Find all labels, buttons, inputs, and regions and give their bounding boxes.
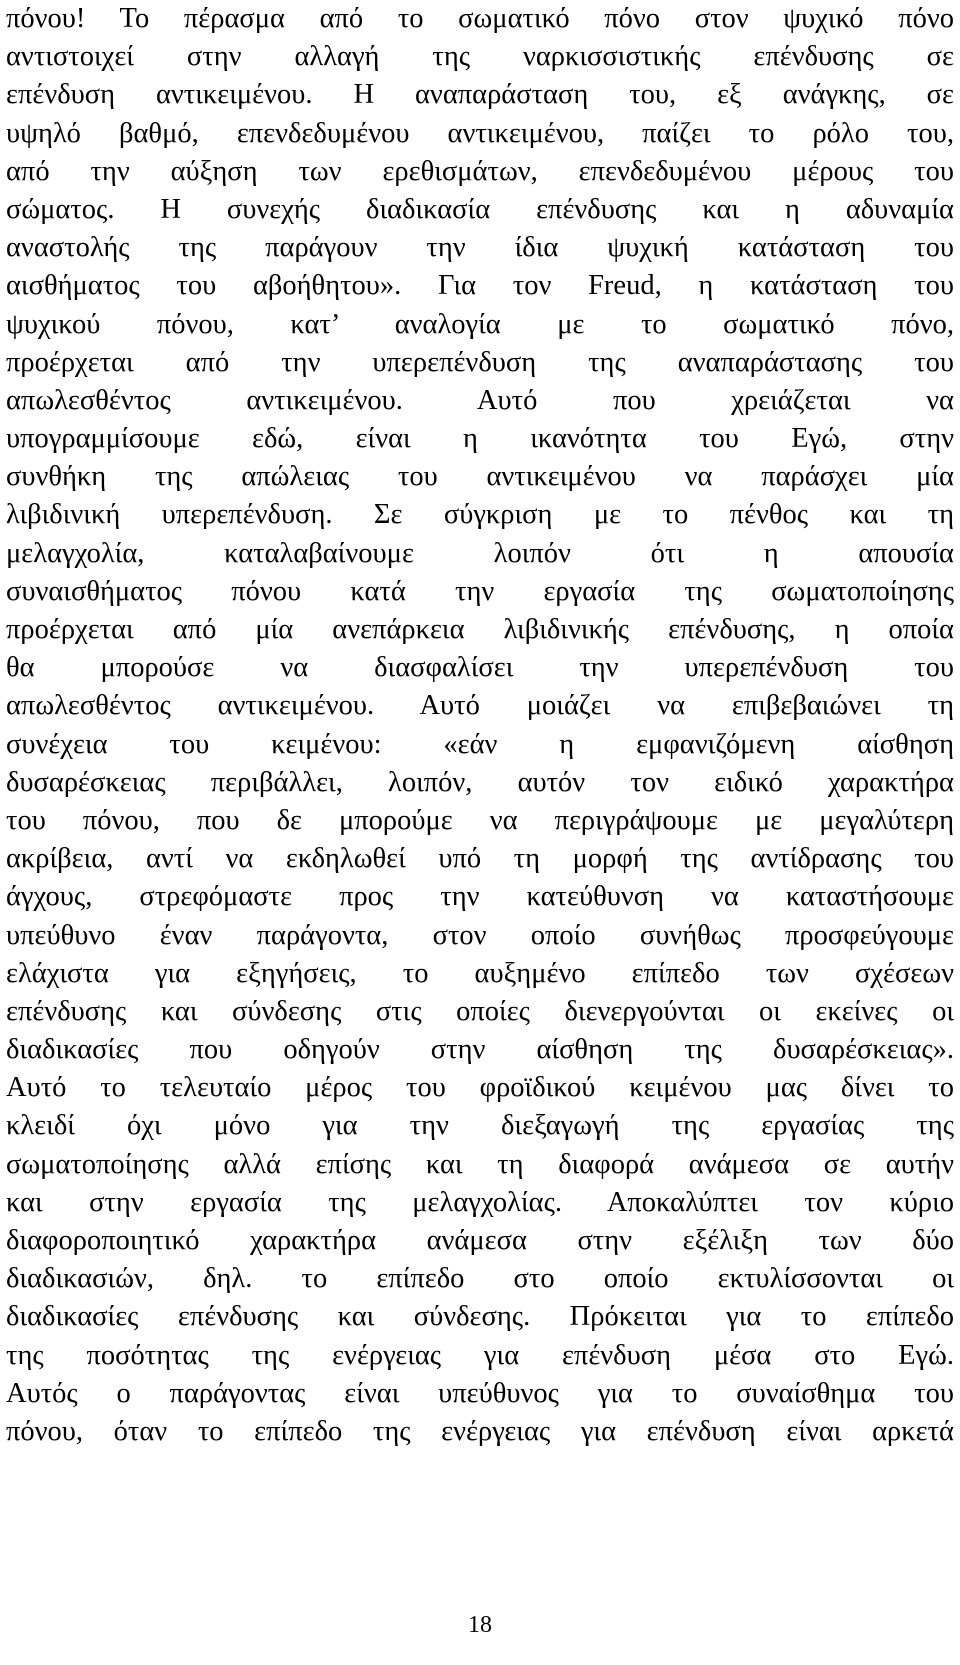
- text-line-9: ψυχικού πόνου, κατ’ αναλογία με το σωματικό πόνο,: [6, 308, 954, 340]
- page-number: 18: [468, 1612, 492, 1638]
- text-line-34: διαδικασιών, δηλ. το επίπεδο στο οποίο εκτυλίσσονται οι: [6, 1263, 954, 1295]
- text-line-11: απωλεσθέντος αντικειμένου. Αυτό που χρειάζεται να: [6, 384, 954, 416]
- text-line-14: λιβιδινική υπερεπένδυση. Σε σύγκριση με το πένθος και τη: [6, 499, 954, 531]
- text-line-6: σώματος. Η συνεχής διαδικασία επένδυσης και η αδυναμία: [6, 193, 954, 225]
- text-line-7: αναστολής της παράγουν την ίδια ψυχική κατάσταση του: [6, 232, 954, 264]
- text-line-15: μελαγχολία, καταλαβαίνουμε λοιπόν ότι η απουσία: [6, 537, 954, 569]
- text-line-33: διαφοροποιητικό χαρακτήρα ανάμεσα στην εξέλιξη των δύο: [6, 1225, 954, 1256]
- text-line-27: επένδυσης και σύνδεσης στις οποίες διενεργούνται οι εκείνες οι: [6, 995, 954, 1027]
- text-line-5: από την αύξηση των ερεθισμάτων, επενδεδυμένου μέρους του: [6, 155, 954, 187]
- text-line-30: κλειδί όχι μόνο για την διεξαγωγή της εργασίας της: [6, 1110, 954, 1142]
- text-line-26: ελάχιστα για εξηγήσεις, το αυξημένο επίπεδο των σχέσεων: [6, 957, 954, 989]
- text-line-38: πόνου, όταν το επίπεδο της ενέργειας για επένδυση είναι αρκετά: [6, 1415, 954, 1447]
- text-line-35: διαδικασίες επένδυσης και σύνδεσης. Πρόκειται για το επίπεδο: [6, 1301, 954, 1333]
- text-line-1: πόνου! Το πέρασμα από το σωματικό πόνο στον ψυχικό πόνο: [6, 3, 954, 34]
- text-line-37: Αυτός ο παράγοντας είναι υπεύθυνος για το συναίσθημα του: [6, 1377, 954, 1409]
- text-line-8: αισθήματος του αβοήθητου». Για τον Freud, η κατάσταση του: [6, 270, 954, 302]
- body-text: [6, 0, 954, 1451]
- text-line-23: ακρίβεια, αντί να εκδηλωθεί υπό τη μορφή της αντίδρασης του: [6, 843, 954, 875]
- text-line-16: συναισθήματος πόνου κατά την εργασία της σωματοποίησης: [6, 575, 954, 607]
- text-line-36: της ποσότητας της ενέργειας για επένδυση μέσα στο Εγώ.: [6, 1339, 954, 1371]
- text-line-2: αντιστοιχεί στην αλλαγή της ναρκισσιστικής επένδυσης σε: [6, 41, 954, 73]
- text-line-20: συνέχεια του κειμένου: «εάν η εμφανιζόμενη αίσθηση: [6, 728, 954, 760]
- text-line-21: δυσαρέσκειας περιβάλλει, λοιπόν, αυτόν τον ειδικό χαρακτήρα: [6, 766, 954, 798]
- text-line-17: προέρχεται από μία ανεπάρκεια λιβιδινικής επένδυσης, η οποία: [6, 614, 954, 645]
- text-line-29: Αυτό το τελευταίο μέρος του φροϊδικού κειμένου μας δίνει το: [6, 1072, 954, 1104]
- text-line-4: υψηλό βαθμό, επενδεδυμένου αντικειμένου, παίζει το ρόλο του,: [6, 117, 954, 149]
- text-line-13: συνθήκη της απώλειας του αντικειμένου να παράσχει μία: [6, 461, 954, 493]
- text-line-32: και στην εργασία της μελαγχολίας. Αποκαλύπτει τον κύριο: [6, 1186, 954, 1218]
- text-line-18: θα μπορούσε να διασφαλίσει την υπερεπένδυση του: [6, 652, 954, 684]
- text-line-22: του πόνου, που δε μπορούμε να περιγράψουμε με μεγαλύτερη: [6, 804, 954, 836]
- text-line-31: σωματοποίησης αλλά επίσης και τη διαφορά ανάμεσα σε αυτήν: [6, 1148, 954, 1180]
- text-line-28: διαδικασίες που οδηγούν στην αίσθηση της δυσαρέσκειας».: [6, 1034, 954, 1066]
- text-line-19: απωλεσθέντος αντικειμένου. Αυτό μοιάζει να επιβεβαιώνει τη: [6, 690, 954, 722]
- text-line-3: επένδυση αντικειμένου. Η αναπαράσταση του, εξ ανάγκης, σε: [6, 79, 954, 111]
- text-line-10: προέρχεται από την υπερεπένδυση της αναπαράστασης του: [6, 346, 954, 378]
- text-line-12: υπογραμμίσουμε εδώ, είναι η ικανότητα του Εγώ, στην: [6, 423, 954, 455]
- text-line-24: άγχους, στρεφόμαστε προς την κατεύθυνση να καταστήσουμε: [6, 881, 954, 913]
- text-line-25: υπεύθυνο έναν παράγοντα, στον οποίο συνήθως προσφεύγουμε: [6, 919, 954, 951]
